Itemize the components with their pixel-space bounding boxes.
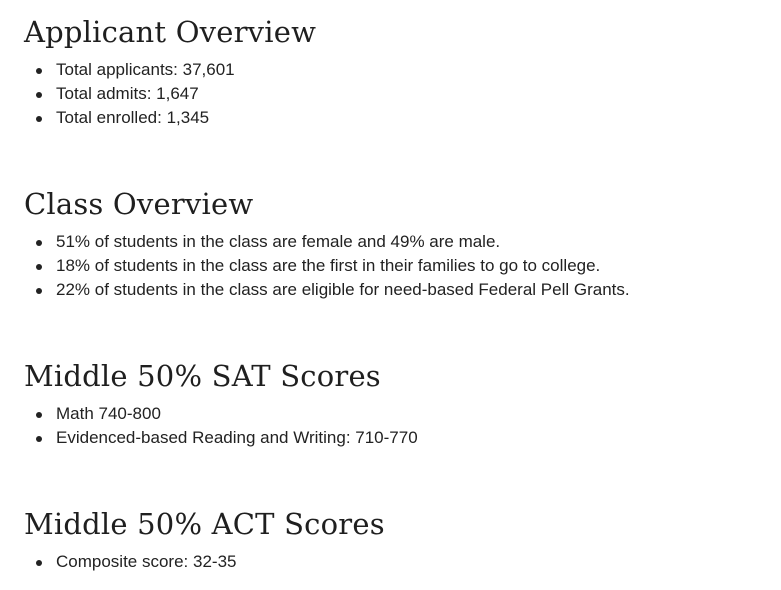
bullet-list — [24, 402, 418, 450]
list-item: 22% of students in the class are eligible for need-based Federal Pell Grants. — [24, 278, 630, 302]
section-heading: Middle 50% SAT Scores — [24, 359, 381, 393]
list-item: Total admits: 1,647 — [24, 82, 316, 106]
list-item: 18% of students in the class are the first in their families to go to college. — [24, 254, 630, 278]
list-item: Total applicants: 37,601 — [24, 58, 316, 82]
bullet-list — [24, 550, 385, 574]
list-item: Composite score: 32-35 — [24, 550, 385, 574]
section-heading: Applicant Overview — [24, 15, 317, 49]
section-class-overview — [24, 184, 630, 302]
section-heading: Class Overview — [24, 187, 254, 221]
bullet-list — [24, 230, 630, 302]
list-item: 51% of students in the class are female and 49% are male. — [24, 230, 630, 254]
section-applicant-overview — [24, 12, 316, 130]
section-heading: Middle 50% ACT Scores — [24, 507, 385, 541]
list-item: Evidenced-based Reading and Writing: 710-770 — [24, 426, 418, 450]
bullet-list — [24, 58, 316, 130]
list-item: Total enrolled: 1,345 — [24, 106, 316, 130]
section-sat-scores — [24, 356, 418, 450]
section-act-scores — [24, 504, 385, 574]
list-item: Math 740-800 — [24, 402, 418, 426]
